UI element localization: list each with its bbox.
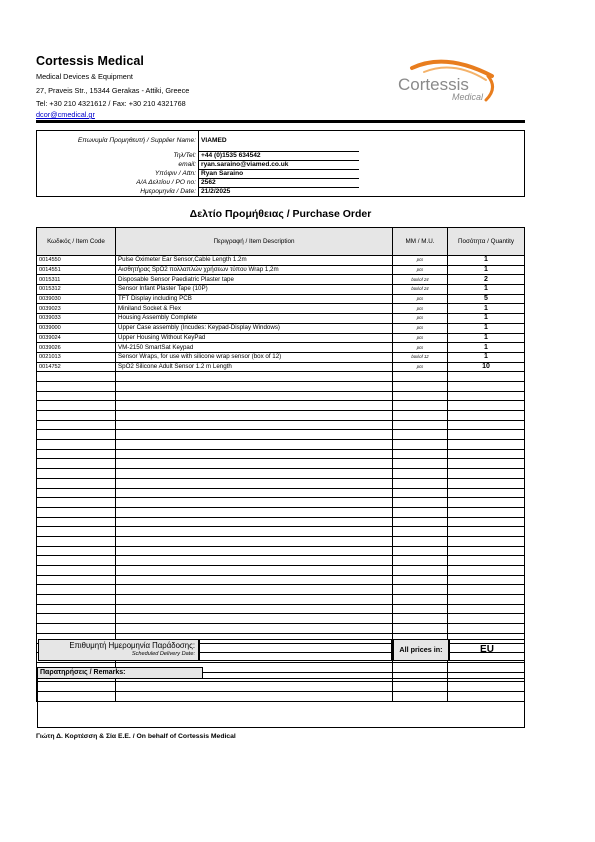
item-unit-cell[interactable]: box\of 24 xyxy=(393,285,448,295)
table-row xyxy=(37,478,525,488)
item-quantity-cell[interactable] xyxy=(448,469,525,479)
item-code-cell[interactable] xyxy=(37,401,116,411)
item-description-cell[interactable]: Miniland Socket & Flex xyxy=(116,304,393,314)
supplier-info-label: Υπόψιν / Attn: xyxy=(37,170,199,179)
item-description-cell[interactable]: Sensor Infant Plaster Tape (10P) xyxy=(116,285,393,295)
table-row xyxy=(37,352,525,362)
item-unit-cell[interactable]: pcs xyxy=(393,304,448,314)
item-unit-cell[interactable]: pcs xyxy=(393,333,448,343)
item-description-cell[interactable] xyxy=(116,536,393,546)
table-row xyxy=(37,614,525,624)
item-description-cell[interactable]: SpO2 Silicone Adult Sensor 1.2 m Length xyxy=(116,362,393,372)
item-quantity-cell[interactable]: 1 xyxy=(448,323,525,333)
table-row xyxy=(37,536,525,546)
item-code-cell[interactable] xyxy=(37,498,116,508)
item-unit-cell[interactable] xyxy=(393,498,448,508)
table-row xyxy=(37,624,525,634)
item-code-cell[interactable]: 0039030 xyxy=(37,294,116,304)
supplier-info-label: Α/Α Δελτίου / PO no: xyxy=(37,179,199,188)
supplier-info-value[interactable]: 21/2/2025 xyxy=(199,188,359,197)
item-description-cell[interactable] xyxy=(116,566,393,576)
item-unit-cell[interactable] xyxy=(393,527,448,537)
item-code-cell[interactable] xyxy=(37,624,116,634)
items-table xyxy=(36,227,525,702)
supplier-info-value[interactable]: ryan.saraino@viamed.co.uk xyxy=(199,161,359,170)
item-code-cell[interactable] xyxy=(37,420,116,430)
footer-signature: Γιώτη Δ. Κορτέσση & Σία Ε.Ε. / On behalf of Cortessis Medical xyxy=(36,733,236,740)
table-row xyxy=(37,469,525,479)
item-code-cell[interactable] xyxy=(37,449,116,459)
table-row xyxy=(37,498,525,508)
item-description-cell[interactable] xyxy=(116,624,393,634)
item-description-cell[interactable] xyxy=(116,459,393,469)
item-unit-cell[interactable]: pcs xyxy=(393,314,448,324)
company-name: Cortessis Medical xyxy=(36,54,144,68)
item-description-cell[interactable] xyxy=(116,449,393,459)
table-row xyxy=(37,449,525,459)
item-quantity-cell[interactable] xyxy=(448,527,525,537)
item-quantity-cell[interactable]: 5 xyxy=(448,294,525,304)
logo-swoosh-tail xyxy=(486,76,493,100)
item-quantity-cell[interactable] xyxy=(448,614,525,624)
item-quantity-cell[interactable] xyxy=(448,430,525,440)
item-code-cell[interactable] xyxy=(37,372,116,382)
company-email-link[interactable]: dcor@cmedical.gr xyxy=(36,110,95,119)
supplier-info-value[interactable]: 2562 xyxy=(199,179,359,188)
table-row xyxy=(37,294,525,304)
table-row xyxy=(37,314,525,324)
item-quantity-cell[interactable] xyxy=(448,381,525,391)
header-divider xyxy=(36,120,525,123)
item-unit-cell[interactable]: pcs xyxy=(393,362,448,372)
table-row xyxy=(37,391,525,401)
item-quantity-cell[interactable]: 2 xyxy=(448,275,525,285)
item-unit-cell[interactable] xyxy=(393,546,448,556)
item-code-cell[interactable] xyxy=(37,556,116,566)
delivery-date-label-en: Scheduled Delivery Date: xyxy=(131,651,195,657)
item-unit-cell[interactable] xyxy=(393,517,448,527)
item-quantity-cell[interactable] xyxy=(448,420,525,430)
item-unit-cell[interactable]: box\of 12 xyxy=(393,352,448,362)
item-description-cell[interactable] xyxy=(116,440,393,450)
item-description-cell[interactable] xyxy=(116,488,393,498)
supplier-info-spacer xyxy=(359,152,525,161)
item-code-cell[interactable] xyxy=(37,517,116,527)
table-row xyxy=(37,401,525,411)
table-row xyxy=(37,323,525,333)
item-code-cell[interactable] xyxy=(37,595,116,605)
item-unit-cell[interactable]: pcs xyxy=(393,256,448,266)
supplier-info-value[interactable]: Ryan Saraino xyxy=(199,170,359,179)
item-quantity-cell[interactable]: 10 xyxy=(448,362,525,372)
table-row xyxy=(37,604,525,614)
item-description-cell[interactable] xyxy=(116,575,393,585)
item-code-cell[interactable] xyxy=(37,391,116,401)
table-row xyxy=(37,507,525,517)
item-code-cell[interactable]: 0039023 xyxy=(37,304,116,314)
item-unit-cell[interactable]: pcs xyxy=(393,343,448,353)
company-logo xyxy=(394,58,498,104)
item-description-cell[interactable] xyxy=(116,391,393,401)
item-unit-cell[interactable] xyxy=(393,585,448,595)
remarks-label: Παρατηρήσεις / Remarks: xyxy=(37,667,203,679)
item-unit-cell[interactable] xyxy=(393,430,448,440)
item-quantity-cell[interactable]: 1 xyxy=(448,343,525,353)
item-quantity-cell[interactable]: 1 xyxy=(448,256,525,266)
item-quantity-cell[interactable] xyxy=(448,546,525,556)
item-code-cell[interactable] xyxy=(37,478,116,488)
item-quantity-cell[interactable] xyxy=(448,459,525,469)
table-row xyxy=(37,595,525,605)
item-description-cell[interactable]: Disposable Sensor Paediatric Plaster tape xyxy=(116,275,393,285)
item-description-cell[interactable] xyxy=(116,527,393,537)
item-unit-cell[interactable] xyxy=(393,536,448,546)
item-quantity-cell[interactable] xyxy=(448,604,525,614)
header-quantity: Ποσότητα / Quantity xyxy=(448,228,525,256)
table-row xyxy=(37,381,525,391)
item-code-cell[interactable] xyxy=(37,507,116,517)
supplier-info-spacer xyxy=(359,170,525,179)
table-row xyxy=(37,372,525,382)
item-description-cell[interactable]: Upper Case assembly (Incudes: Keypad-Display Windows) xyxy=(116,323,393,333)
table-row xyxy=(37,285,525,295)
item-description-cell[interactable]: VM-2150 SmartSat Keypad xyxy=(116,343,393,353)
item-quantity-cell[interactable] xyxy=(448,566,525,576)
item-quantity-cell[interactable] xyxy=(448,575,525,585)
table-row xyxy=(37,440,525,450)
item-description-cell[interactable] xyxy=(116,478,393,488)
item-code-cell[interactable] xyxy=(37,459,116,469)
item-code-cell[interactable]: 0015311 xyxy=(37,275,116,285)
table-row xyxy=(37,420,525,430)
item-description-cell[interactable] xyxy=(116,420,393,430)
table-row xyxy=(37,411,525,421)
item-unit-cell[interactable]: pcs xyxy=(393,323,448,333)
supplier-info-label: email: xyxy=(37,161,199,170)
supplier-info-row xyxy=(37,131,525,152)
supplier-info-table xyxy=(36,130,525,197)
item-quantity-cell[interactable] xyxy=(448,478,525,488)
item-description-cell[interactable] xyxy=(116,411,393,421)
item-code-cell[interactable] xyxy=(37,566,116,576)
supplier-info-row xyxy=(37,179,525,188)
item-code-cell[interactable]: 0021013 xyxy=(37,352,116,362)
item-code-cell[interactable] xyxy=(37,585,116,595)
supplier-info-label: Τηλ/Tel: xyxy=(37,152,199,161)
currency-field[interactable]: EU xyxy=(449,639,525,661)
item-code-cell[interactable] xyxy=(37,604,116,614)
item-quantity-cell[interactable]: 1 xyxy=(448,333,525,343)
item-code-cell[interactable]: 0014550 xyxy=(37,256,116,266)
company-contact: Tel: +30 210 4321612 / Fax: +30 210 4321768 xyxy=(36,99,186,108)
item-unit-cell[interactable] xyxy=(393,624,448,634)
table-row xyxy=(37,566,525,576)
remarks-field[interactable] xyxy=(37,678,525,728)
item-unit-cell[interactable] xyxy=(393,575,448,585)
supplier-info-label: Ημερομηνία / Date: xyxy=(37,188,199,197)
item-unit-cell[interactable] xyxy=(393,381,448,391)
supplier-info-row xyxy=(37,152,525,161)
table-row xyxy=(37,304,525,314)
item-description-cell[interactable] xyxy=(116,381,393,391)
item-unit-cell[interactable] xyxy=(393,411,448,421)
table-row xyxy=(37,585,525,595)
item-unit-cell[interactable] xyxy=(393,614,448,624)
item-quantity-cell[interactable]: 1 xyxy=(448,314,525,324)
item-unit-cell[interactable] xyxy=(393,566,448,576)
company-address: 27, Praveis Str., 15344 Gerakas - Attiki, Greece xyxy=(36,86,190,95)
item-quantity-cell[interactable] xyxy=(448,662,525,672)
item-unit-cell[interactable] xyxy=(393,662,448,672)
header-measure-unit: ΜΜ / M.U. xyxy=(393,228,448,256)
header-item-code: Κωδικός / Item Code xyxy=(37,228,116,256)
item-code-cell[interactable] xyxy=(37,546,116,556)
item-code-cell[interactable] xyxy=(37,575,116,585)
table-row xyxy=(37,546,525,556)
item-code-cell[interactable]: 0039000 xyxy=(37,323,116,333)
table-row xyxy=(37,275,525,285)
item-quantity-cell[interactable] xyxy=(448,372,525,382)
item-unit-cell[interactable] xyxy=(393,478,448,488)
item-code-cell[interactable] xyxy=(37,614,116,624)
item-quantity-cell[interactable] xyxy=(448,536,525,546)
item-unit-cell[interactable] xyxy=(393,391,448,401)
item-quantity-cell[interactable] xyxy=(448,411,525,421)
item-description-cell[interactable] xyxy=(116,546,393,556)
item-code-cell[interactable] xyxy=(37,430,116,440)
item-quantity-cell[interactable] xyxy=(448,488,525,498)
item-quantity-cell[interactable] xyxy=(448,517,525,527)
table-row xyxy=(37,488,525,498)
item-description-cell[interactable]: Upper Housing Without KeyPad xyxy=(116,333,393,343)
item-unit-cell[interactable] xyxy=(393,604,448,614)
table-row xyxy=(37,517,525,527)
item-description-cell[interactable] xyxy=(116,614,393,624)
item-quantity-cell[interactable] xyxy=(448,556,525,566)
item-unit-cell[interactable]: pcs xyxy=(393,294,448,304)
supplier-info-spacer xyxy=(359,179,525,188)
supplier-info-label: Επωνυμία Προμηθευτή / Supplier Name: xyxy=(37,131,199,152)
item-code-cell[interactable] xyxy=(37,536,116,546)
item-unit-cell[interactable] xyxy=(393,420,448,430)
item-unit-cell[interactable] xyxy=(393,507,448,517)
item-unit-cell[interactable]: pcs xyxy=(393,265,448,275)
purchase-order-title: Δελτίο Προμήθειας / Purchase Order xyxy=(189,208,372,220)
supplier-info-row xyxy=(37,161,525,170)
header-item-description: Περιγραφή / Item Description xyxy=(116,228,393,256)
item-description-cell[interactable] xyxy=(116,430,393,440)
item-quantity-cell[interactable] xyxy=(448,401,525,411)
item-description-cell[interactable] xyxy=(116,401,393,411)
item-code-cell[interactable] xyxy=(37,381,116,391)
item-quantity-cell[interactable] xyxy=(448,391,525,401)
item-unit-cell[interactable] xyxy=(393,556,448,566)
item-code-cell[interactable] xyxy=(37,488,116,498)
logo-subtitle: Medical xyxy=(452,92,484,102)
item-description-cell[interactable] xyxy=(116,498,393,508)
table-row xyxy=(37,333,525,343)
item-code-cell[interactable]: 0039033 xyxy=(37,314,116,324)
supplier-info-row xyxy=(37,170,525,179)
item-code-cell[interactable] xyxy=(37,469,116,479)
table-row xyxy=(37,556,525,566)
item-unit-cell[interactable] xyxy=(393,469,448,479)
item-unit-cell[interactable] xyxy=(393,459,448,469)
item-description-cell[interactable]: Pulse Oximeter Ear Sensor,Cable Length 1.2m xyxy=(116,256,393,266)
item-unit-cell[interactable] xyxy=(393,401,448,411)
item-quantity-cell[interactable]: 1 xyxy=(448,304,525,314)
item-code-cell[interactable]: 0039024 xyxy=(37,333,116,343)
item-description-cell[interactable]: TFT Display including PCB xyxy=(116,294,393,304)
item-description-cell[interactable] xyxy=(116,556,393,566)
logo-wordmark: Cortessis xyxy=(398,75,469,94)
logo-swoosh-outer xyxy=(412,62,492,76)
item-quantity-cell[interactable]: 1 xyxy=(448,285,525,295)
item-code-cell[interactable] xyxy=(37,440,116,450)
company-tagline: Medical Devices & Equipment xyxy=(36,72,133,81)
item-description-cell[interactable] xyxy=(116,517,393,527)
item-unit-cell[interactable] xyxy=(393,372,448,382)
item-description-cell[interactable] xyxy=(116,469,393,479)
item-code-cell[interactable]: 0014551 xyxy=(37,265,116,275)
supplier-info-value[interactable]: VIAMED xyxy=(199,131,359,152)
supplier-info-row xyxy=(37,188,525,197)
item-description-cell[interactable]: Sensor Wraps, for use with silicone wrap sensor (box of 12) xyxy=(116,352,393,362)
table-row xyxy=(37,343,525,353)
table-row xyxy=(37,459,525,469)
currency-label: All prices in: xyxy=(393,639,449,661)
item-quantity-cell[interactable]: 1 xyxy=(448,352,525,362)
item-unit-cell[interactable] xyxy=(393,449,448,459)
items-header-row xyxy=(37,228,525,256)
table-row xyxy=(37,256,525,266)
item-unit-cell[interactable] xyxy=(393,595,448,605)
item-quantity-cell[interactable] xyxy=(448,507,525,517)
item-unit-cell[interactable] xyxy=(393,488,448,498)
item-code-cell[interactable]: 0015312 xyxy=(37,285,116,295)
supplier-info-value[interactable]: +44 (0)1535 634542 xyxy=(199,152,359,161)
table-row xyxy=(37,265,525,275)
table-row xyxy=(37,527,525,537)
item-quantity-cell[interactable] xyxy=(448,498,525,508)
item-quantity-cell[interactable]: 1 xyxy=(448,265,525,275)
delivery-date-label-gr: Επιθυμητή Ημερομηνία Παράδοσης: xyxy=(69,641,195,650)
item-code-cell[interactable]: 0039026 xyxy=(37,343,116,353)
supplier-info-spacer xyxy=(359,131,525,152)
item-quantity-cell[interactable] xyxy=(448,585,525,595)
item-code-cell[interactable] xyxy=(37,527,116,537)
item-quantity-cell[interactable] xyxy=(448,449,525,459)
item-quantity-cell[interactable] xyxy=(448,440,525,450)
item-quantity-cell[interactable] xyxy=(448,624,525,634)
table-row xyxy=(37,575,525,585)
item-code-cell[interactable] xyxy=(37,411,116,421)
item-description-cell[interactable] xyxy=(116,604,393,614)
supplier-info-spacer xyxy=(359,188,525,197)
item-unit-cell[interactable]: box\of 24 xyxy=(393,275,448,285)
table-row xyxy=(37,430,525,440)
item-unit-cell[interactable] xyxy=(393,440,448,450)
item-quantity-cell[interactable] xyxy=(448,595,525,605)
item-description-cell[interactable] xyxy=(116,372,393,382)
delivery-date-field[interactable] xyxy=(198,639,392,661)
table-row xyxy=(37,362,525,372)
item-code-cell[interactable]: 0014752 xyxy=(37,362,116,372)
item-description-cell[interactable] xyxy=(116,595,393,605)
item-description-cell[interactable] xyxy=(116,585,393,595)
item-description-cell[interactable]: Housing Assembly Complete xyxy=(116,314,393,324)
supplier-info-spacer xyxy=(359,161,525,170)
item-description-cell[interactable]: Αισθητήρας SpO2 πολλαπλών χρήσεων τύπου Wrap 1,2m xyxy=(116,265,393,275)
item-description-cell[interactable] xyxy=(116,507,393,517)
